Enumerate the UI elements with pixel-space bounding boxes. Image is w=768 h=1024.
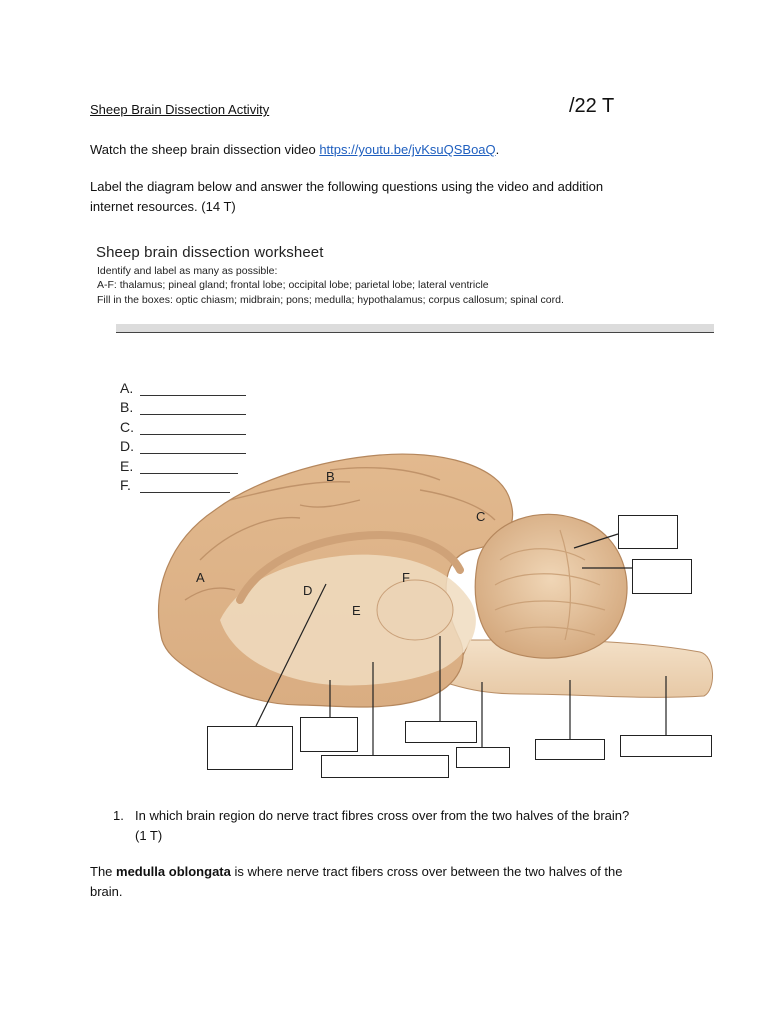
fill-box-lower-wide[interactable] (321, 755, 449, 778)
question-text-line1: In which brain region do nerve tract fibres cross over from the two halves of the brain? (135, 808, 630, 823)
answer-letter: C. (120, 418, 134, 435)
question-1 (113, 806, 673, 846)
photo-letter-c: C (476, 509, 486, 524)
answer-line1 (90, 862, 690, 882)
answer-letter: E. (120, 457, 134, 474)
answer-bold-term: medulla oblongata (116, 864, 231, 879)
answer-prefix: The (90, 864, 117, 879)
fill-box-lower-3[interactable] (405, 721, 477, 743)
fill-box-lower-6[interactable] (620, 735, 712, 757)
answer-letter: A. (120, 379, 134, 396)
question-text-line2: (1 T) (135, 828, 163, 843)
question-1-row (113, 806, 673, 846)
answer-letter: D. (120, 438, 134, 454)
question-text (135, 806, 629, 846)
video-instruction-suffix: . (495, 142, 500, 157)
score-label: /22 T (569, 95, 615, 117)
photo-letter-e: E (352, 603, 361, 618)
cerebellum (475, 514, 627, 658)
label-instructions-line2: internet resources. (14 T) (90, 199, 236, 214)
question-number: 1. (113, 808, 124, 823)
answer-paragraph (90, 862, 690, 902)
fill-box-lower-left[interactable] (207, 726, 293, 770)
worksheet-line-identify: Identify and label as many as possible: (97, 265, 278, 277)
fill-box-lower-2[interactable] (300, 717, 358, 752)
answer-line2: brain. (90, 884, 123, 899)
worksheet-line-a-f: A-F: thalamus; pineal gland; frontal lobe; occipital lobe; parietal lobe; lateral ventricle (97, 279, 489, 291)
photo-letter-d: D (303, 583, 313, 598)
pons-area (377, 580, 453, 640)
photo-letter-b: B (326, 469, 335, 484)
answer-suffix: is where nerve tract fibers cross over between the two halves of the (230, 864, 623, 879)
photo-letter-a: A (196, 570, 205, 585)
label-instructions-line1: Label the diagram below and answer the following questions using the video and addition (90, 179, 604, 194)
fill-box-right[interactable] (632, 559, 692, 594)
photo-letter-f: F (402, 570, 410, 585)
worksheet-title: Sheep brain dissection worksheet (96, 244, 324, 261)
fill-box-lower-5[interactable] (535, 739, 605, 760)
page-title: Sheep Brain Dissection Activity (90, 102, 270, 117)
video-instruction-prefix: Watch the sheep brain dissection video (90, 142, 320, 157)
answer-letter: F. (120, 477, 131, 493)
worksheet-line-boxes: Fill in the boxes: optic chiasm; midbrain; pons; medulla; hypothalamus; corpus callosum; spinal cord. (97, 294, 564, 306)
answer-letter: B. (120, 399, 134, 415)
video-link[interactable]: https://youtu.be/jvKsuQSBoaQ (319, 142, 496, 157)
fill-box-lower-4[interactable] (456, 747, 510, 768)
fill-box-upper-right[interactable] (618, 515, 678, 549)
